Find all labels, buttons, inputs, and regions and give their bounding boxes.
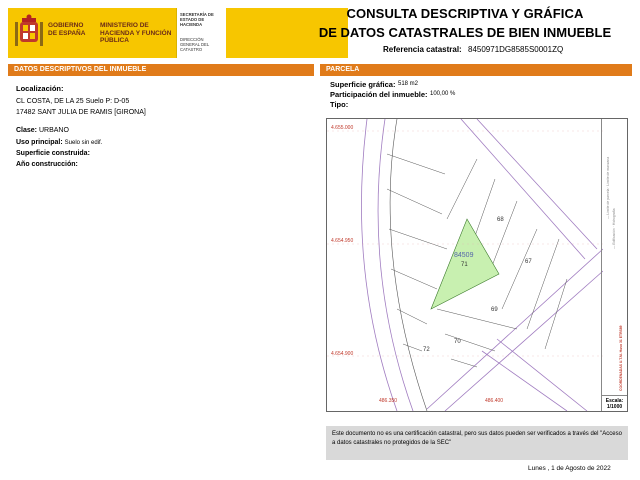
coord-north-top: 4.655.000 <box>331 125 354 131</box>
tipo-label: Tipo: <box>330 100 349 109</box>
location-line1: CL COSTA, DE LA 25 Suelo P: D-05 <box>16 98 130 105</box>
clase-row <box>16 127 69 134</box>
superficie-grafica-value: 518 m2 <box>398 81 419 87</box>
anio-construccion-label: Año construcción: <box>16 161 78 168</box>
location-line2: 17482 SANT JULIA DE RAMIS [GIRONA] <box>16 109 146 116</box>
participacion-value: 100,00 % <box>430 91 456 97</box>
coat-of-arms-icon <box>14 14 44 52</box>
plot-67-label: 67 <box>525 259 532 265</box>
plot-70-label: 70 <box>454 339 461 345</box>
plot-71-label: 71 <box>461 262 468 268</box>
plot-69-label: 69 <box>491 307 498 313</box>
verification-notice: Este documento no es una certificación catastral, pero sus datos pueden ser verificados a través del "Acceso a datos catastrales no protegidos de la SEC" <box>326 426 628 460</box>
plot-72-label: 72 <box>423 347 430 353</box>
coord-north-mid: 4.654.950 <box>331 238 354 244</box>
plot-68-label: 68 <box>497 217 504 223</box>
map-scale <box>601 395 627 411</box>
superficie-grafica-label: Superficie gráfica: <box>330 80 396 89</box>
cadastral-map[interactable] <box>326 118 628 412</box>
plot-ref-label: 84509 <box>454 252 474 259</box>
uso-value: Suelo sin edif. <box>64 140 103 146</box>
secretary-box <box>176 8 226 58</box>
uso-row <box>16 139 102 146</box>
ref-value: 8450971DG8585S0001ZQ <box>468 45 564 54</box>
government-text: GOBIERNO DE ESPAÑA <box>48 22 86 37</box>
uso-label: Uso principal: <box>16 139 63 146</box>
section-bar-descriptive: DATOS DESCRIPTIVOS DEL INMUEBLE <box>8 64 314 76</box>
map-legend <box>601 119 627 397</box>
superficie-construida-label: Superficie construida: <box>16 150 90 157</box>
legend-line-2: — Edificación · Hidrografía <box>612 208 616 249</box>
location-label: Localización: <box>16 84 64 93</box>
scale-value: 1/1000 <box>606 404 623 410</box>
legend-line-3: COORDENADAS U.T.M. Huso 31 ETRS89 <box>619 325 623 391</box>
section-bar-parcel: PARCELA <box>320 64 632 76</box>
ref-label: Referencia catastral: <box>383 45 462 54</box>
document-title-line1: CONSULTA DESCRIPTIVA Y GRÁFICA <box>346 6 584 21</box>
coord-east-2: 486.400 <box>485 398 504 404</box>
document-title-line2: DE DATOS CATASTRALES DE BIEN INMUEBLE <box>318 25 612 40</box>
clase-value: URBANO <box>38 127 69 134</box>
secretary-text: SECRETARÍA DE ESTADO DE HACIENDA <box>180 12 214 27</box>
issue-date: Lunes , 1 de Agosto de 2022 <box>528 465 611 472</box>
clase-label: Clase: <box>16 127 38 134</box>
participacion-label: Participación del inmueble: <box>330 90 428 99</box>
ministry-text: MINISTERIO DE HACIENDA Y FUNCIÓN PÚBLICA <box>100 22 172 44</box>
scale-label: Escala: <box>605 398 624 404</box>
coord-north-bot: 4.654.900 <box>331 351 354 357</box>
coord-east-1: 486.350 <box>379 398 398 404</box>
legend-line-1: — Límite de parcela · Límite de manzana <box>606 156 610 219</box>
direction-text: DIRECCIÓN GENERAL DEL CATASTRO <box>180 37 210 52</box>
